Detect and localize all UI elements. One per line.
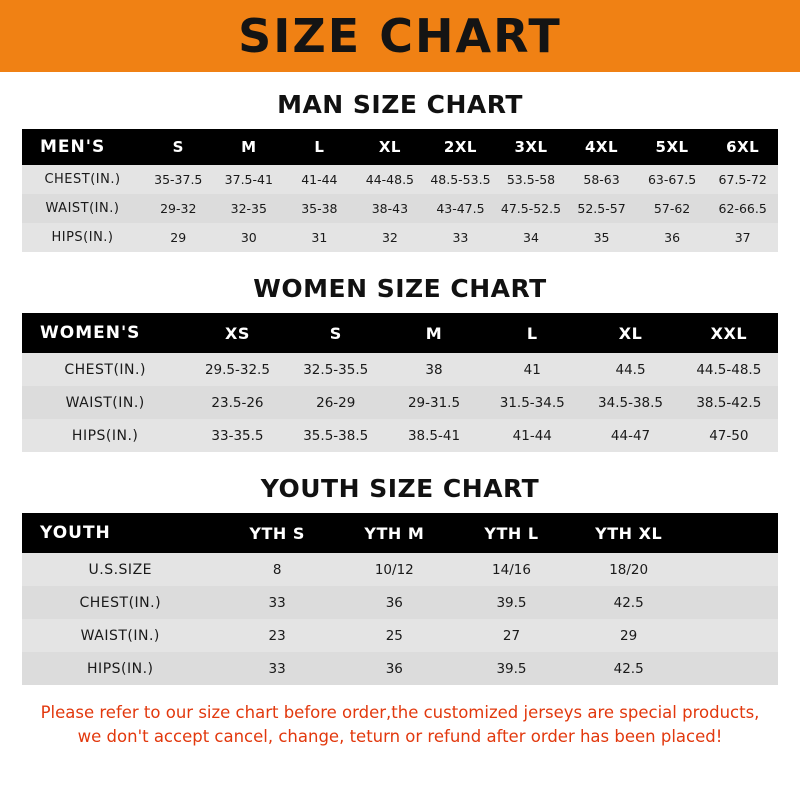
youth-col-2: YTH L xyxy=(484,523,539,543)
man-r0-c5: 53.5-58 xyxy=(506,172,556,187)
man-col-0: S xyxy=(172,138,184,156)
table-header-row xyxy=(22,129,778,165)
man-r1-c8: 62-66.5 xyxy=(718,201,767,216)
women-col-5: XXL xyxy=(710,323,748,343)
women-col-3: L xyxy=(526,323,538,343)
man-col-2: L xyxy=(314,138,325,156)
women-r2-c2: 38.5-41 xyxy=(407,427,461,444)
women-r1-c3: 31.5-34.5 xyxy=(499,394,565,411)
page-title: SIZE CHART xyxy=(238,9,562,63)
man-r2-c3: 32 xyxy=(381,230,398,245)
women-col-1: S xyxy=(329,323,342,343)
women-r1-c4: 34.5-38.5 xyxy=(598,394,664,411)
youth-r1-c2: 39.5 xyxy=(496,594,527,611)
man-r1-c6: 52.5-57 xyxy=(577,201,626,216)
women-r0-c4: 44.5 xyxy=(615,361,646,378)
man-r1-c1: 32-35 xyxy=(230,201,267,216)
women-size-table xyxy=(22,313,778,452)
chart-content xyxy=(0,90,800,749)
women-row-0-label: CHEST(IN.) xyxy=(64,361,146,378)
man-r1-c4: 43-47.5 xyxy=(436,201,485,216)
youth-r0-c3: 18/20 xyxy=(609,561,649,578)
women-row-2-label: HIPS(IN.) xyxy=(71,427,139,444)
youth-row-3-label: HIPS(IN.) xyxy=(87,660,154,677)
youth-r2-spacer xyxy=(687,619,778,652)
man-r0-c2: 41-44 xyxy=(301,172,338,187)
youth-r0-c2: 14/16 xyxy=(492,561,531,578)
youth-r0-c1: 10/12 xyxy=(374,561,414,578)
women-r2-c0: 33-35.5 xyxy=(211,427,264,444)
page-banner xyxy=(0,0,800,72)
table-header-row xyxy=(22,513,778,553)
man-r0-c1: 37.5-41 xyxy=(224,172,273,187)
man-r0-c4: 48.5-53.5 xyxy=(430,172,491,187)
man-r2-c4: 33 xyxy=(452,230,469,245)
youth-r3-c2: 39.5 xyxy=(496,660,527,677)
man-corner-label: MEN'S xyxy=(40,137,106,157)
man-col-7: 5XL xyxy=(655,138,689,156)
table-row xyxy=(22,223,778,252)
man-r2-c0: 29 xyxy=(170,230,187,245)
table-row xyxy=(22,619,778,652)
youth-section-title: YOUTH SIZE CHART xyxy=(260,474,540,503)
order-notice xyxy=(22,701,778,749)
man-col-3: XL xyxy=(378,138,401,156)
youth-r3-c0: 33 xyxy=(268,660,286,677)
man-r2-c8: 37 xyxy=(734,230,751,245)
youth-row-0-label: U.S.SIZE xyxy=(88,561,153,578)
man-section-title: MAN SIZE CHART xyxy=(277,90,523,119)
women-r1-c2: 29-31.5 xyxy=(407,394,461,411)
youth-size-table xyxy=(22,513,778,685)
women-r0-c1: 32.5-35.5 xyxy=(303,361,369,378)
man-col-6: 4XL xyxy=(585,138,619,156)
youth-r2-c0: 23 xyxy=(268,627,286,644)
women-row-1-label: WAIST(IN.) xyxy=(65,394,145,411)
women-col-4: XL xyxy=(618,323,643,343)
notice-line-1: Please refer to our size chart before order,the customized jerseys are special products, xyxy=(40,703,760,722)
women-r2-c4: 44-47 xyxy=(610,427,651,444)
man-col-8: 6XL xyxy=(726,138,760,156)
man-r0-c0: 35-37.5 xyxy=(154,172,203,187)
man-col-4: 2XL xyxy=(443,138,477,156)
youth-col-0: YTH S xyxy=(249,523,305,543)
youth-r3-spacer xyxy=(687,652,778,685)
women-r1-c5: 38.5-42.5 xyxy=(696,394,762,411)
women-corner-label: WOMEN'S xyxy=(40,323,141,343)
man-r2-c2: 31 xyxy=(311,230,328,245)
youth-r1-c1: 36 xyxy=(385,594,403,611)
youth-r2-c1: 25 xyxy=(385,627,403,644)
man-r2-c6: 35 xyxy=(593,230,610,245)
table-row xyxy=(22,553,778,586)
man-col-5: 3XL xyxy=(514,138,548,156)
women-col-0: XS xyxy=(225,323,250,343)
youth-r3-c3: 42.5 xyxy=(613,660,644,677)
man-r0-c6: 58-63 xyxy=(583,172,620,187)
table-header-row xyxy=(22,313,778,353)
man-row-1-label: WAIST(IN.) xyxy=(45,201,120,216)
table-row xyxy=(22,194,778,223)
man-r0-c7: 63-67.5 xyxy=(647,172,697,187)
man-row-0-label: CHEST(IN.) xyxy=(44,172,121,187)
table-row xyxy=(22,652,778,685)
women-r0-c2: 38 xyxy=(425,361,443,378)
youth-row-1-label: CHEST(IN.) xyxy=(79,594,162,611)
table-row xyxy=(22,586,778,619)
youth-r2-c2: 27 xyxy=(502,627,521,644)
man-r1-c5: 47.5-52.5 xyxy=(500,201,562,216)
women-r2-c5: 47-50 xyxy=(709,427,749,444)
man-r2-c5: 34 xyxy=(523,230,539,245)
man-r0-c3: 44-48.5 xyxy=(365,172,415,187)
youth-col-spacer xyxy=(687,513,778,553)
man-r1-c7: 57-62 xyxy=(653,201,691,216)
youth-r1-c3: 42.5 xyxy=(613,594,644,611)
women-r0-c5: 44.5-48.5 xyxy=(696,361,762,378)
women-r0-c3: 41 xyxy=(523,361,541,378)
youth-corner-label: YOUTH xyxy=(40,523,111,543)
women-r0-c0: 29.5-32.5 xyxy=(204,361,270,378)
man-r1-c3: 38-43 xyxy=(371,201,409,216)
women-section-title: WOMEN SIZE CHART xyxy=(253,274,547,303)
youth-col-1: YTH M xyxy=(364,523,425,543)
man-r1-c2: 35-38 xyxy=(301,201,338,216)
man-r2-c7: 36 xyxy=(664,230,681,245)
women-col-2: M xyxy=(425,323,443,343)
youth-row-2-label: WAIST(IN.) xyxy=(80,627,160,644)
women-r2-c1: 35.5-38.5 xyxy=(303,427,369,444)
table-row xyxy=(22,353,778,386)
women-r1-c0: 23.5-26 xyxy=(211,394,264,411)
man-r0-c8: 67.5-72 xyxy=(718,172,767,187)
man-col-1: M xyxy=(241,138,257,156)
youth-r0-spacer xyxy=(687,553,778,586)
youth-r3-c1: 36 xyxy=(385,660,403,677)
man-r1-c0: 29-32 xyxy=(160,201,197,216)
youth-r0-c0: 8 xyxy=(272,561,282,578)
women-r2-c3: 41-44 xyxy=(512,427,552,444)
notice-line-2: we don't accept cancel, change, teturn or refund after order has been placed! xyxy=(77,726,723,746)
women-r1-c1: 26-29 xyxy=(316,394,356,411)
table-row xyxy=(22,419,778,452)
table-row xyxy=(22,386,778,419)
man-row-2-label: HIPS(IN.) xyxy=(51,230,114,245)
youth-r1-spacer xyxy=(687,586,778,619)
youth-col-3: YTH XL xyxy=(595,523,663,543)
man-r2-c1: 30 xyxy=(240,230,257,245)
youth-r1-c0: 33 xyxy=(268,594,286,611)
man-size-table xyxy=(22,129,778,252)
youth-r2-c3: 29 xyxy=(620,627,638,644)
table-row xyxy=(22,165,778,194)
